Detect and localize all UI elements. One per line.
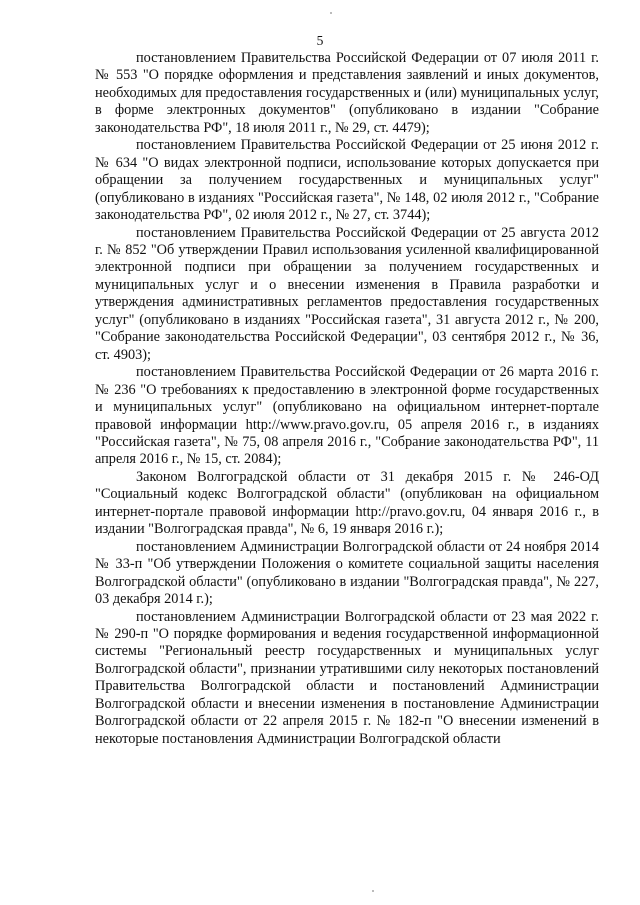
paragraph-resolution-33-p: постановлением Администрации Волгоградской области от 24 ноября 2014 № 33-п "Об утверждении Положения о комитете социальной защиты населения Волгоградской области" (опубликовано в издании "Волгоградская правда", № 227, 03 декабря 2014 г.); (95, 538, 599, 608)
document-body (95, 50, 599, 748)
paragraph-resolution-236: постановлением Правительства Российской Федерации от 26 марта 2016 г. № 236 "О требованиях к предоставлению в электронной форме государственных и муниципальных услуг" (опубликовано на официальном интернет-портале правовой информации http://www.pravo.gov.ru, 05 апреля 2016 г., в изданиях "Российская газета", № 75, 08 апреля 2016 г., "Собрание законодательства РФ", 11 апреля 2016 г., № 15, ст. 2084); (95, 364, 599, 468)
page-number: 5 (316, 33, 324, 48)
paragraph-resolution-634: постановлением Правительства Российской Федерации от 25 июня 2012 г. № 634 "О видах электронной подписи, использование которых допускается при обращении за получением государственных и муниципальных услуг" (опубликовано в изданиях "Российская газета", № 148, 02 июля 2012 г., "Собрание законодательства РФ", 02 июля 2012 г., № 27, ст. 3744); (95, 137, 599, 224)
paragraph-resolution-553: постановлением Правительства Российской Федерации от 07 июля 2011 г. № 553 "О порядке оформления и представления заявлений и иных документов, необходимых для предоставления государственных и (или) муниципальных услуг, в форме электронных документов" (опубликовано в издании "Собрание законодательства РФ", 18 июля 2011 г., № 29, ст. 4479); (95, 50, 599, 136)
paragraph-resolution-290-p: постановлением Администрации Волгоградской области от 23 мая 2022 г. № 290-п "О порядке формирования и ведения государственной информационной системы "Региональный реестр государственных и муниципальных услуг Волгоградской области", признании утратившими силу некоторых постановлений Правительства Волгоградской области и постановлений Администрации Волгоградской области и внесении изменения в постановление Администрации Волгоградской области от 22 апреля 2015 г. № 182-п "О внесении изменений в некоторые постановления Администрации Волгоградской области (95, 608, 599, 747)
paragraph-law-246-od: Законом Волгоградской области от 31 декабря 2015 г. № 246-ОД "Социальный кодекс Волгоградской области" (опубликован на официальном интернет-портале правовой информации http://pravo.gov.ru, 04 января 2016 г., в издании "Волгоградская правда", № 6, 19 января 2016 г.); (95, 468, 599, 538)
scan-speck (372, 890, 374, 892)
scan-speck (330, 12, 332, 14)
paragraph-resolution-852: постановлением Правительства Российской Федерации от 25 августа 2012 г. № 852 "Об утверждении Правил использования усиленной квалифицированной электронной подписи при обращении за получением государственных и муниципальных услуг и о внесении изменения в Правила разработки и утверждения административных регламентов предоставления государственных услуг" (опубликовано в изданиях "Российская газета", 31 августа 2012 г., № 200, "Собрание законодательства Российской Федерации", 03 сентября 2012 г., № 36, ст. 4903); (95, 224, 599, 363)
